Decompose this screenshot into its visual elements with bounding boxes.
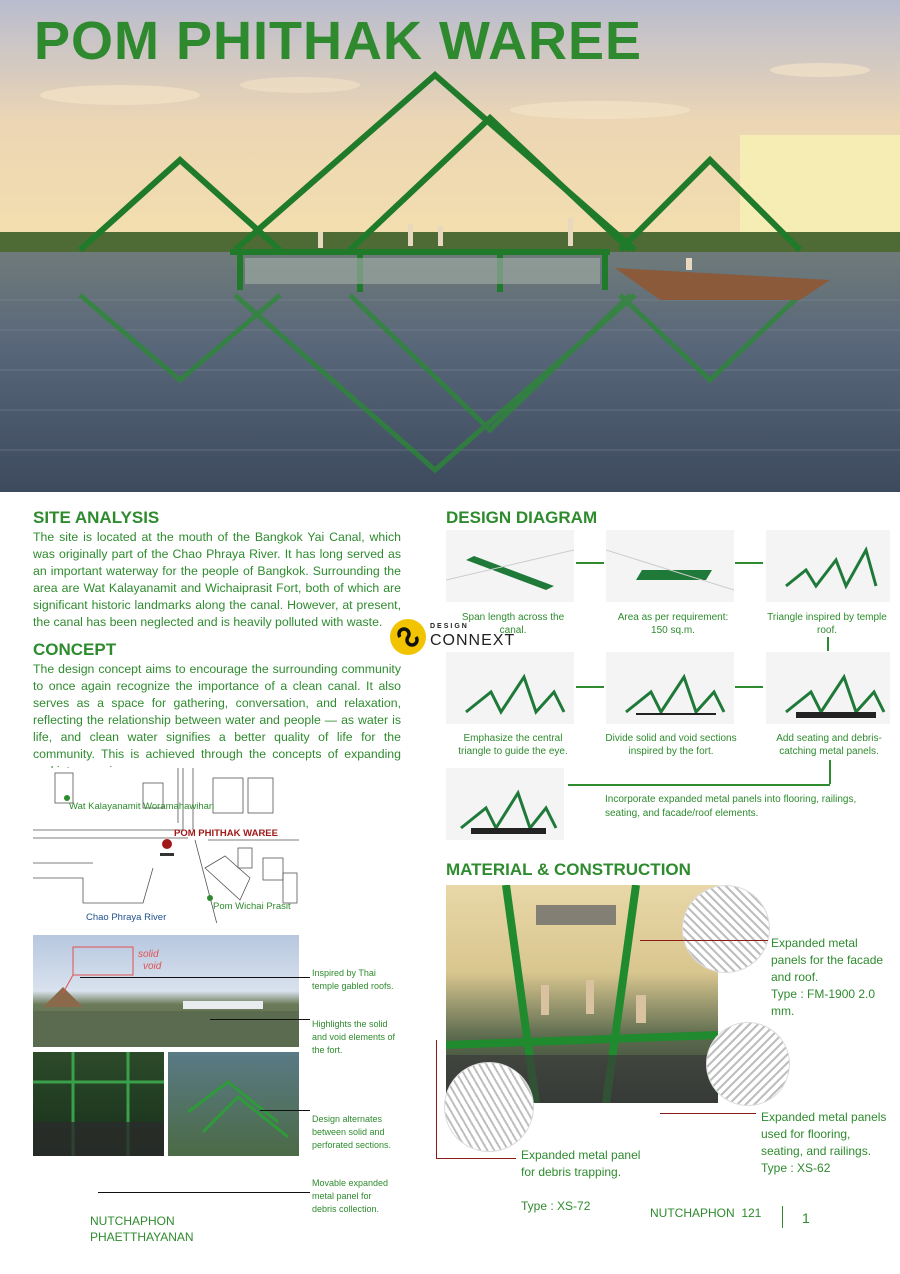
material-facade-text <box>771 935 889 1020</box>
map-label-fort: Pom Wichai Prasit <box>213 901 291 912</box>
diagram-step-5-image <box>606 652 734 724</box>
note-alternates: Design alternates between solid and perforated sections. <box>312 1114 392 1150</box>
diagram-step-1-caption: Span length across the canal. <box>461 612 565 636</box>
leader-line <box>436 1158 516 1159</box>
hero-illustration <box>0 0 900 492</box>
hero-render <box>0 0 900 492</box>
arrow-right-icon <box>735 686 763 688</box>
material-facade-label: Expanded metal panels for the facade and roof. <box>771 936 884 984</box>
aerial-render-illustration <box>168 1052 299 1156</box>
leader-line <box>436 1040 437 1158</box>
material-flooring-text <box>761 1109 895 1177</box>
diagram-step-1-image <box>446 530 574 602</box>
arrow-left-icon <box>568 784 830 786</box>
diagram-step-4-image <box>446 652 574 724</box>
material-debris-type: Type : XS-72 <box>521 1199 591 1213</box>
interior-render <box>33 1052 164 1156</box>
diagram-step-2-caption: Area as per requirement: 150 sq.m. <box>617 612 729 636</box>
page-title: POM PHITHAK WAREE <box>34 11 643 71</box>
arrow-down-icon <box>827 637 829 651</box>
site-analysis-text: The site is located at the mouth of the Bangkok Yai Canal, which was originally part of the Chao Phraya River. It has long served as an important waterway for the people of Bangkok. Surrounding the area are Wat Kalayanamit and Wichaiprasit Fort, both of which are significant historic landmarks along the canal. However, at present, the canal has been neglected and is heavily polluted with waste. <box>33 530 401 629</box>
concept-heading: CONCEPT <box>33 640 117 659</box>
concept-text: The design concept aims to encourage the surrounding community to once again recognize the importance of a clean canal. It also serves as a space for gathering, conversation, and relaxation, reflecting the relationship between water and people — as water is life, and clean water signifies a better quality of life for the community. This is achieved through the concepts of expanding <box>33 662 401 761</box>
arrow-right-icon <box>576 686 604 688</box>
map-label-river: Chao Phraya River <box>86 912 167 923</box>
note-solid-void: Highlights the solid and void elements of the fort. <box>312 1019 396 1055</box>
map-label-site: POM PHITHAK WAREE <box>174 828 278 839</box>
diagram-step-6-image <box>766 652 890 724</box>
author-line-2: PHAETTHAYANAN <box>90 1230 194 1244</box>
diagram-step-5-caption: Divide solid and void sections inspired by the fort. <box>605 733 737 757</box>
leader-line <box>80 977 310 978</box>
page-number: 1 <box>802 1210 810 1226</box>
note-gabled-roofs: Inspired by Thai temple gabled roofs. <box>312 968 394 991</box>
leader-line <box>660 1113 756 1114</box>
aerial-render <box>168 1052 299 1156</box>
photo-annotation-void: void <box>143 961 162 972</box>
material-flooring-label: Expanded metal panels used for flooring, seating, and railings. <box>761 1110 887 1158</box>
diagram-step-3-caption: Triangle inspired by temple roof. <box>767 612 887 636</box>
map-illustration <box>33 768 299 923</box>
fort-photo <box>33 935 299 1047</box>
material-facade-type: Type : FM-1900 2.0 mm. <box>771 987 876 1018</box>
fort-photo-illustration <box>33 935 299 1047</box>
material-flooring-type: Type : XS-62 <box>761 1161 831 1175</box>
mesh-sample-flooring <box>706 1022 790 1106</box>
arrow-right-icon <box>576 562 604 564</box>
arrow-right-icon <box>735 562 763 564</box>
leader-line <box>210 1019 310 1020</box>
logo-small-text: DESIGN <box>430 623 469 630</box>
note-movable-panel: Movable expanded metal panel for debris collection. <box>312 1178 389 1214</box>
diagram-step-4-caption: Emphasize the central triangle to guide the eye. <box>458 733 568 757</box>
diagram-step-2-image <box>606 530 734 602</box>
material-debris-label: Expanded metal panel for debris trapping. <box>521 1148 641 1179</box>
author-line-1: NUTCHAPHON <box>90 1214 175 1228</box>
map-label-wat: Wat Kalayanamit Woramahawihan <box>69 801 215 812</box>
leader-line <box>640 940 768 941</box>
mesh-sample-facade <box>682 885 770 973</box>
site-analysis-heading: SITE ANALYSIS <box>33 508 160 527</box>
site-map <box>33 768 299 923</box>
leader-line <box>260 1110 310 1111</box>
connector-line <box>829 760 831 784</box>
team-label: NUTCHAPHON 121 <box>650 1206 762 1220</box>
design-diagram-heading: DESIGN DIAGRAM <box>446 508 598 527</box>
logo-big-text: CONNEXT <box>430 632 516 649</box>
material-heading: MATERIAL & CONSTRUCTION <box>446 860 691 879</box>
logo-mark-icon <box>390 619 426 655</box>
diagram-step-3-image <box>766 530 890 602</box>
mesh-sample-debris <box>444 1062 534 1152</box>
author-name <box>90 1213 194 1245</box>
diagram-step-7-caption: Incorporate expanded metal panels into flooring, railings, seating, and facade/roof elements. <box>605 794 857 819</box>
diagram-step-7-image <box>446 768 564 840</box>
photo-annotation-solid: solid <box>138 949 159 960</box>
footer-divider <box>782 1206 783 1228</box>
interior-render-illustration <box>33 1052 164 1156</box>
diagram-step-6-caption: Add seating and debris-catching metal panels. <box>776 733 882 757</box>
leader-line <box>98 1192 310 1193</box>
